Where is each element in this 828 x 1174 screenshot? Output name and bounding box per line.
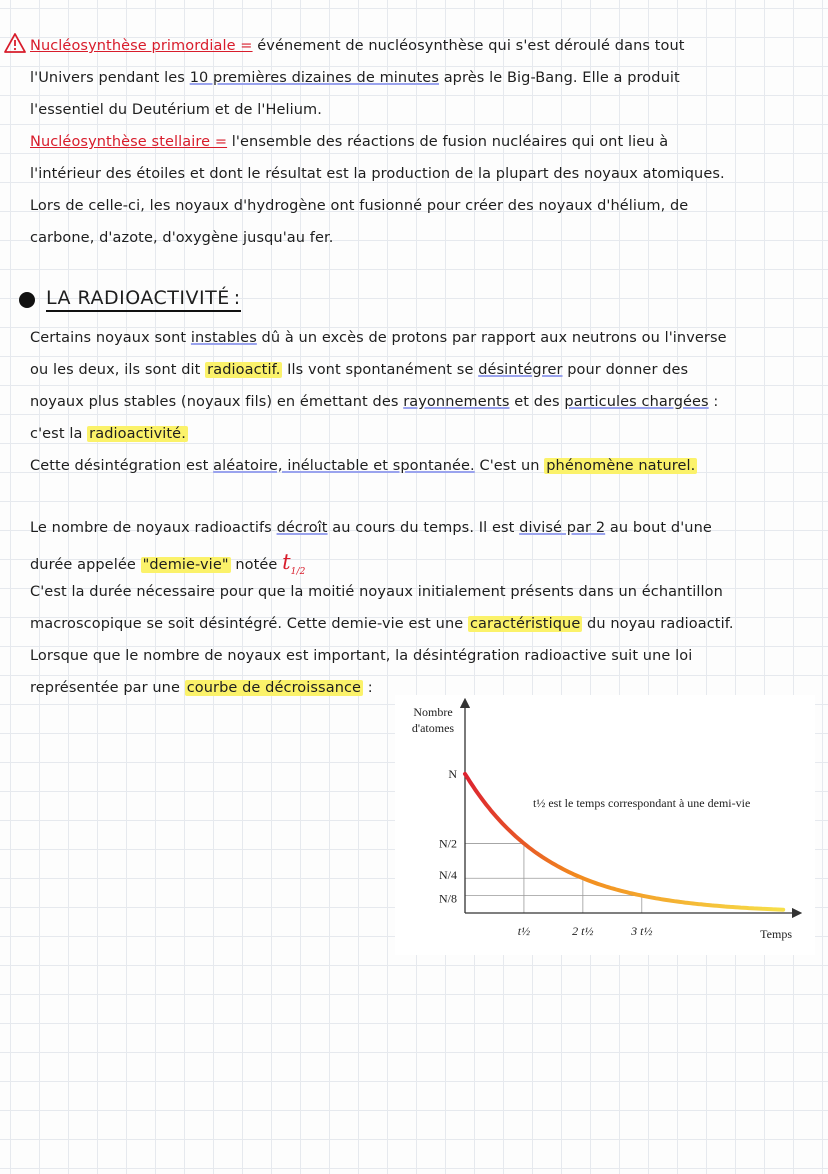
para-radio-line-3: noyaux plus stables (noyaux fils) en émettant des rayonnements et des particules chargées : (30, 394, 719, 410)
chart-annotation: t½ est le temps correspondant à une demi-vie (533, 796, 751, 810)
y-axis-label-line-2: d'atomes (411, 721, 455, 735)
para-demievie-line-5: Lorsque que le nombre de noyaux est important, la désintégration radioactive suit une loi (30, 648, 693, 664)
bullet-icon (19, 292, 35, 308)
term-primordiale: Nucléosynthèse primordiale = (30, 38, 253, 54)
y-tick-label: N/2 (439, 836, 457, 851)
t-half-symbol: $t_{1/2}$ (282, 550, 306, 578)
decay-chart (395, 695, 815, 955)
para-primordiale-line-3: l'essentiel du Deutérium et de l'Helium. (30, 102, 322, 118)
para-stellaire-line-4: carbone, d'azote, d'oxygène jusqu'au fer. (30, 230, 334, 246)
para-radio-line-4: c'est la radioactivité. (30, 426, 186, 442)
para-demievie-line-4: macroscopique se soit désintégré. Cette demie-vie est une caractéristique du noyau radioactif. (30, 616, 734, 632)
para-stellaire-line-1: Nucléosynthèse stellaire = l'ensemble des réactions de fusion nucléaires qui ont lieu à (30, 134, 669, 150)
term-stellaire: Nucléosynthèse stellaire = (30, 134, 228, 150)
y-axis-label-line-1: Nombre (413, 705, 453, 719)
para-radio-line-2: ou les deux, ils sont dit radioactif. Ils vont spontanément se désintégrer pour donner des (30, 362, 689, 378)
para-radio-line-1: Certains noyaux sont instables dû à un excès de protons par rapport aux neutrons ou l'inverse (30, 330, 727, 346)
para-primordiale-line-1: Nucléosynthèse primordiale = événement de nucléosynthèse qui s'est déroulé dans tout (30, 38, 685, 54)
x-axis-label: Temps (760, 927, 792, 941)
para-demievie-line-1: Le nombre de noyaux radioactifs décroît au cours du temps. Il est divisé par 2 au bout d'une (30, 520, 712, 536)
y-tick-label: N/4 (439, 868, 457, 883)
para-stellaire-line-3: Lors de celle-ci, les noyaux d'hydrogène ont fusionné pour créer des noyaux d'hélium, de (30, 198, 689, 214)
para-stellaire-line-2: l'intérieur des étoiles et dont le résultat est la production de la plupart des noyaux atomiques. (30, 166, 725, 182)
para-demievie-line-3: C'est la durée nécessaire pour que la moitié noyaux initialement présents dans un échantillon (30, 584, 723, 600)
para-primordiale-line-2: l'Univers pendant les 10 premières dizaines de minutes après le Big-Bang. Elle a produit (30, 70, 680, 86)
chart-background (395, 695, 815, 955)
x-tick-label: 3 t½ (631, 924, 653, 938)
highlight-duration: 10 premières dizaines de minutes (189, 70, 439, 86)
para-demievie-line-6: représentée par une courbe de décroissance : (30, 680, 373, 696)
x-tick-label: t½ (517, 924, 531, 938)
y-tick-label: N/8 (439, 891, 457, 906)
para-demievie-line-2: durée appelée "demie-vie" notée $t_{1/2}$ (30, 550, 306, 578)
section-title: LA RADIOACTIVITÉ : (46, 287, 241, 312)
para-radio-line-5: Cette désintégration est aléatoire, inéluctable et spontanée. C'est un phénomène naturel. (30, 458, 696, 474)
warning-icon (4, 32, 26, 54)
y-tick-label: N (448, 766, 457, 781)
x-tick-label: 2 t½ (572, 924, 594, 938)
